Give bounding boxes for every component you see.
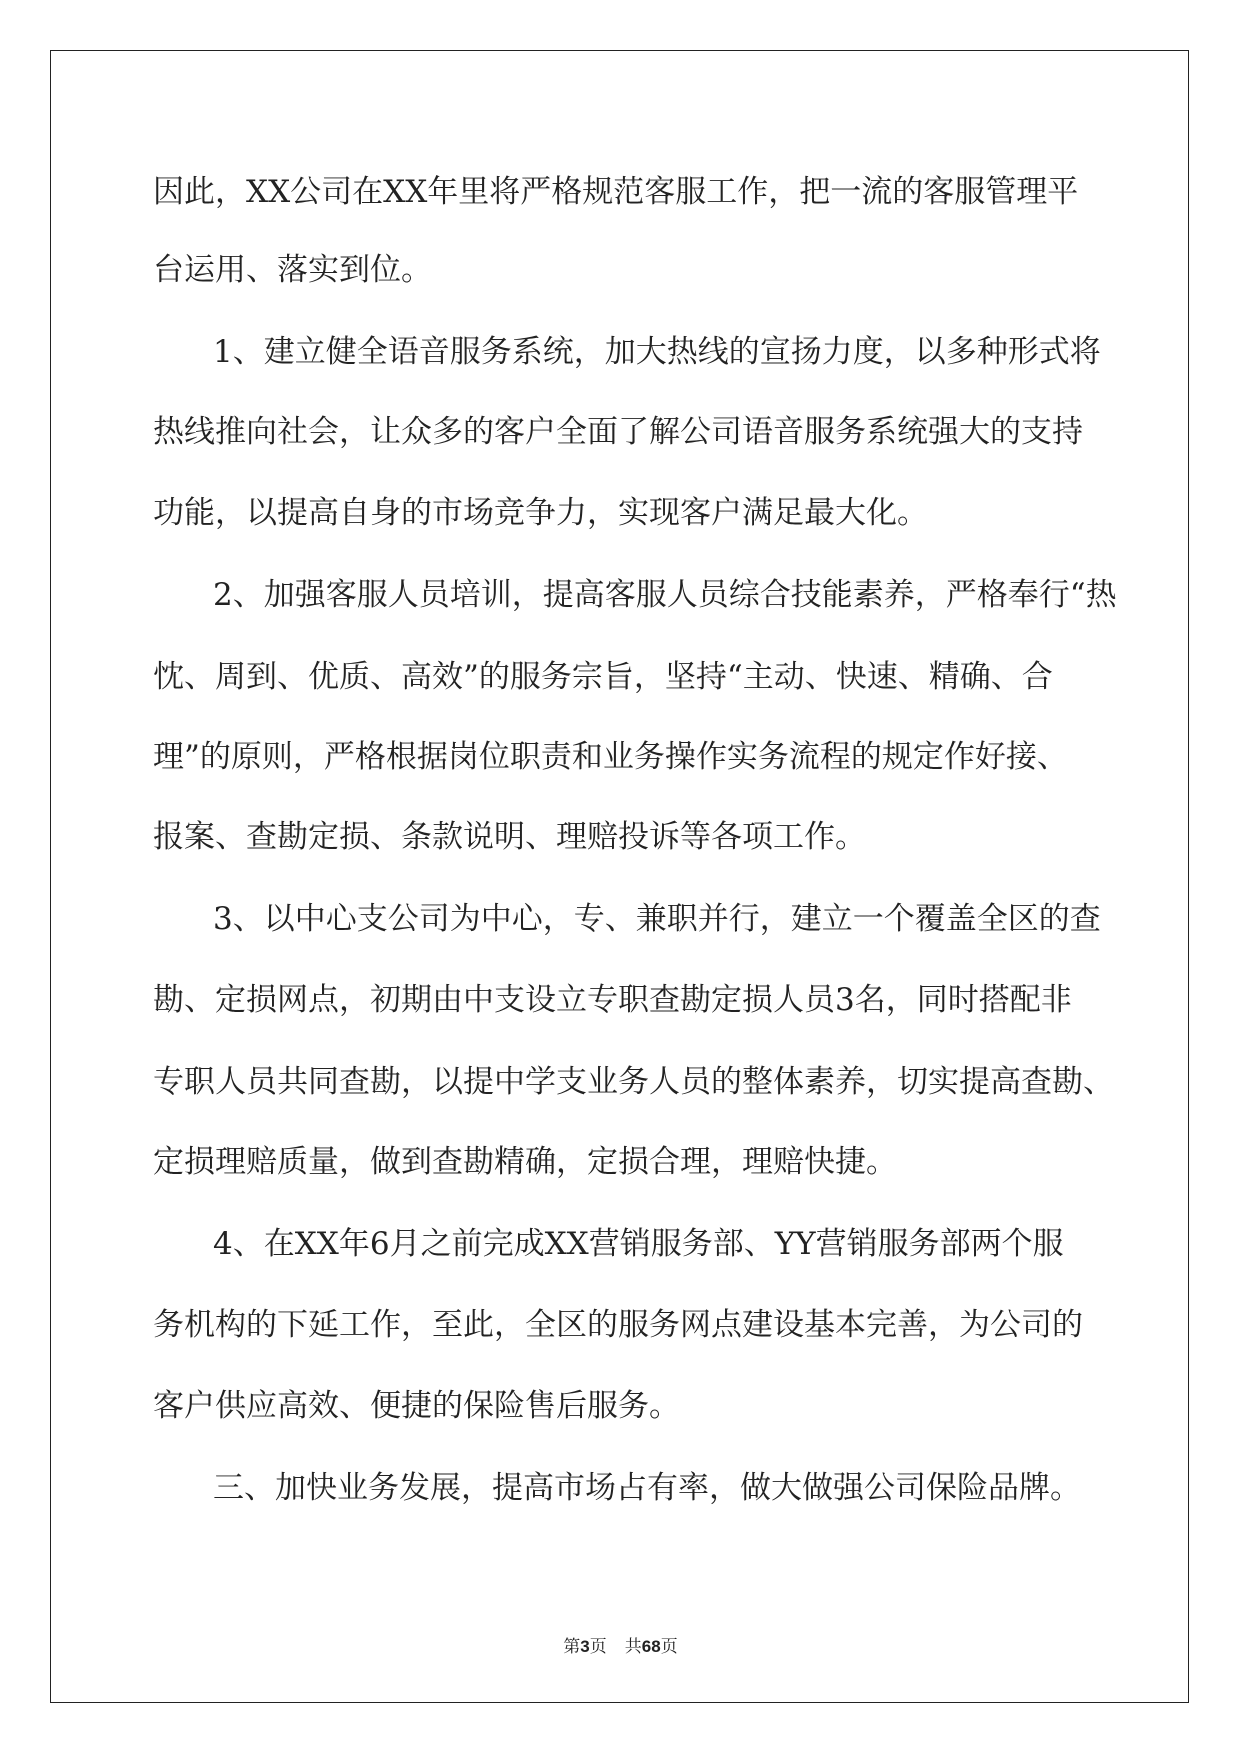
page-label-prefix: 第 <box>563 1637 581 1657</box>
paragraph-line: 客户供应高效、便捷的保险售后服务。 <box>153 1388 680 1424</box>
paragraph-line: 定损理赔质量，做到查勘精确，定损合理，理赔快捷。 <box>153 1144 897 1180</box>
total-page-count: 68 <box>641 1637 661 1656</box>
paragraph-line: 专职人员共同查勘，以提中学支业务人员的整体素养，切实提高查勘、 <box>153 1064 1114 1100</box>
paragraph-line: 忱、周到、优质、高效”的服务宗旨，坚持“主动、快速、精确、合 <box>153 659 1053 695</box>
total-label-prefix: 共 <box>624 1637 642 1657</box>
paragraph-line: 勘、定损网点，初期由中支设立专职查勘定损人员3名，同时搭配非 <box>153 982 1072 1018</box>
section-heading: 三、加快业务发展，提高市场占有率，做大做强公司保险品牌。 <box>213 1470 1081 1506</box>
paragraph-line: 台运用、落实到位。 <box>153 252 432 288</box>
paragraph-line: 报案、查勘定损、条款说明、理赔投诉等各项工作。 <box>153 819 866 855</box>
total-label-suffix: 页 <box>660 1637 678 1657</box>
paragraph-line: 1、建立健全语音服务系统，加大热线的宣扬力度，以多种形式将 <box>213 334 1101 370</box>
paragraph-line: 理”的原则，严格根据岗位职责和业务操作实务流程的规定作好接、 <box>153 739 1068 775</box>
paragraph-line: 3、以中心支公司为中心，专、兼职并行，建立一个覆盖全区的查 <box>213 901 1101 937</box>
paragraph-line: 4、在XX年6月之前完成XX营销服务部、YY营销服务部两个服 <box>213 1226 1064 1262</box>
page-border <box>50 50 1189 1703</box>
paragraph-line: 务机构的下延工作，至此，全区的服务网点建设基本完善，为公司的 <box>153 1307 1083 1343</box>
page-label-suffix: 页 <box>589 1637 607 1657</box>
page-footer <box>0 1632 1241 1657</box>
current-page-number: 3 <box>580 1637 590 1656</box>
paragraph-line: 功能，以提高自身的市场竞争力，实现客户满足最大化。 <box>153 495 928 531</box>
paragraph-line: 热线推向社会，让众多的客户全面了解公司语音服务系统强大的支持 <box>153 414 1083 450</box>
paragraph-line: 因此，XX公司在XX年里将严格规范客服工作，把一流的客服管理平 <box>153 174 1079 210</box>
paragraph-line: 2、加强客服人员培训，提高客服人员综合技能素养，严格奉行“热 <box>213 577 1117 613</box>
